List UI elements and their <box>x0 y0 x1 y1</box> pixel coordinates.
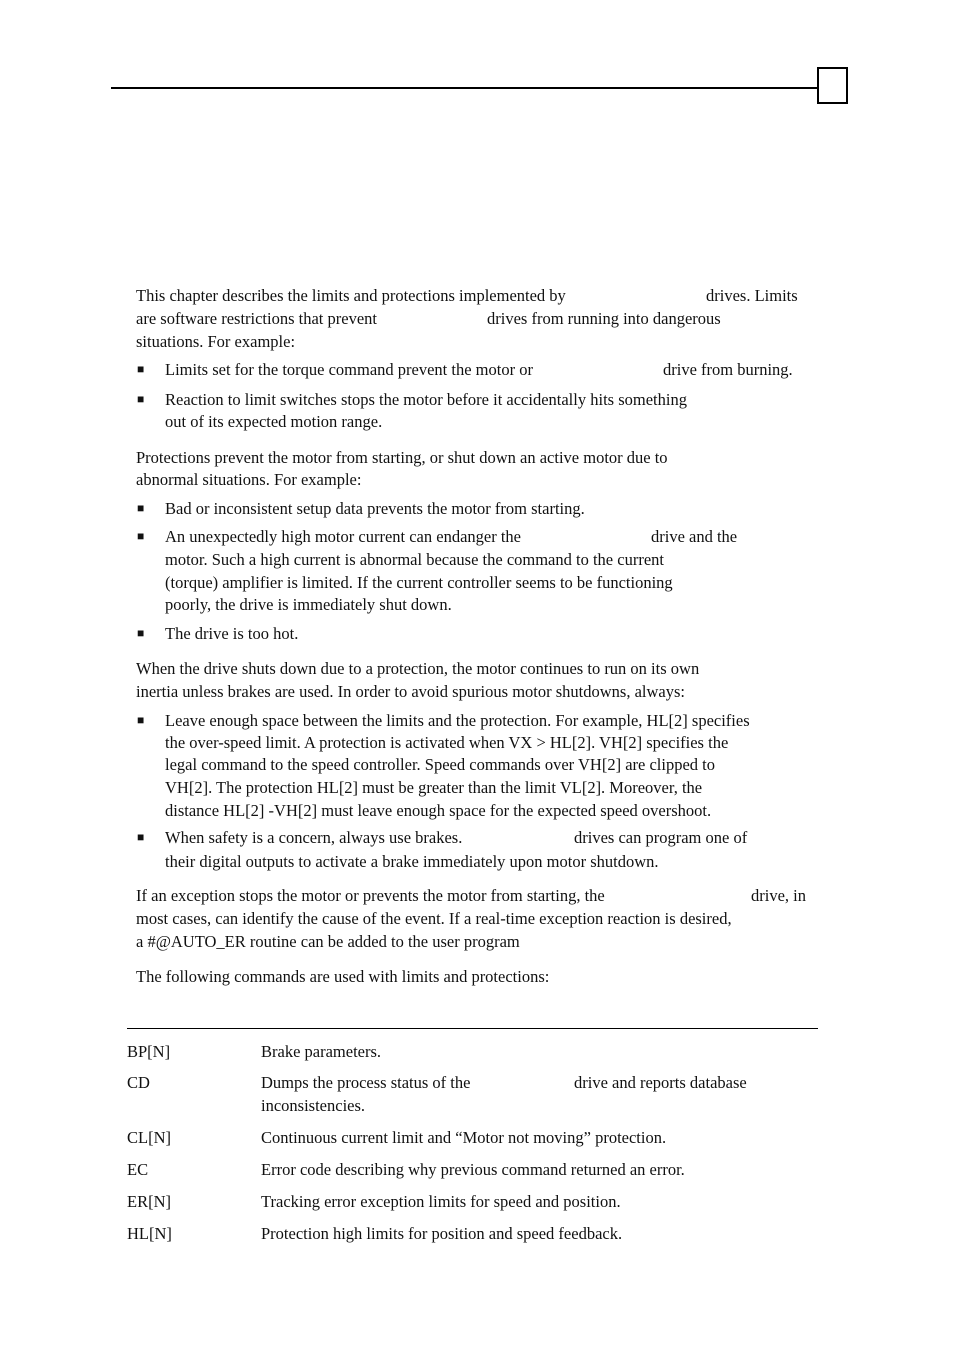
text-line: out of its expected motion range. <box>165 412 383 431</box>
command-name: ER[N] <box>127 1192 171 1211</box>
command-name: HL[N] <box>127 1224 172 1243</box>
text-line: drive, in <box>751 886 806 905</box>
text-line: VH[2]. The protection HL[2] must be greater than the limit VL[2]. Moreover, the <box>165 778 703 797</box>
command-name: EC <box>127 1160 149 1179</box>
command-description: Tracking error exception limits for speed and position. <box>261 1192 621 1211</box>
text-line: motor. Such a high current is abnormal because the command to the current <box>165 550 664 569</box>
text-line: most cases, can identify the cause of the event. If a real-time exception reaction is desired, <box>136 909 732 928</box>
text-line: (torque) amplifier is limited. If the current controller seems to be functioning <box>165 573 673 592</box>
bullet-marker: ■ <box>137 713 145 727</box>
text-line: Bad or inconsistent setup data prevents the motor from starting. <box>165 499 585 518</box>
command-description: Continuous current limit and “Motor not moving” protection. <box>261 1128 667 1147</box>
command-description: inconsistencies. <box>261 1096 366 1115</box>
text-line: drive and the <box>651 527 738 546</box>
text-line: drives can program one of <box>574 828 748 847</box>
text-line: When safety is a concern, always use brakes. <box>165 828 463 847</box>
text-line: If an exception stops the motor or prevents the motor from starting, the <box>136 886 605 905</box>
text-line: a #@AUTO_ER routine can be added to the user program <box>136 932 520 951</box>
table-top-rule <box>127 1028 818 1029</box>
bullet-marker: ■ <box>137 529 145 543</box>
bullet-marker: ■ <box>137 626 145 640</box>
text-line: Limits set for the torque command prevent the motor or <box>165 360 533 379</box>
bullet-marker: ■ <box>137 392 145 406</box>
text-line: This chapter describes the limits and protections implemented by <box>136 286 566 305</box>
command-name: BP[N] <box>127 1042 171 1061</box>
text-line: When the drive shuts down due to a protection, the motor continues to run on its own <box>136 659 700 678</box>
text-line: drives. Limits <box>706 286 798 305</box>
text-line: abnormal situations. For example: <box>136 470 362 489</box>
text-line: Reaction to limit switches stops the motor before it accidentally hits something <box>165 390 687 409</box>
text-line: are software restrictions that prevent <box>136 309 377 328</box>
text-line: Leave enough space between the limits and the protection. For example, HL[2] specifies <box>165 711 750 730</box>
bullet-marker: ■ <box>137 362 145 376</box>
bullet-marker: ■ <box>137 501 145 515</box>
command-name: CL[N] <box>127 1128 171 1147</box>
text-line: The drive is too hot. <box>165 624 299 643</box>
text-line: drive from burning. <box>663 360 793 379</box>
command-description: Dumps the process status of the <box>261 1073 471 1092</box>
bullet-marker: ■ <box>137 830 145 844</box>
commands-intro: The following commands are used with limits and protections: <box>136 967 550 986</box>
command-description: drive and reports database <box>574 1073 747 1092</box>
text-line: An unexpectedly high motor current can endanger the <box>165 527 521 546</box>
text-line: Protections prevent the motor from starting, or shut down an active motor due to <box>136 448 668 467</box>
text-line: their digital outputs to activate a brake immediately upon motor shutdown. <box>165 852 659 871</box>
text-line: inertia unless brakes are used. In order to avoid spurious motor shutdowns, always: <box>136 682 685 701</box>
command-description: Brake parameters. <box>261 1042 382 1061</box>
page-number-box <box>817 67 848 104</box>
command-description: Protection high limits for position and speed feedback. <box>261 1224 623 1243</box>
text-line: drives from running into dangerous <box>487 309 721 328</box>
command-name: CD <box>127 1073 150 1092</box>
text-line: legal command to the speed controller. Speed commands over VH[2] are clipped to <box>165 755 715 774</box>
header-rule <box>111 87 817 89</box>
text-line: the over-speed limit. A protection is activated when VX > HL[2]. VH[2] specifies the <box>165 733 729 752</box>
text-line: situations. For example: <box>136 332 296 351</box>
command-description: Error code describing why previous command returned an error. <box>261 1160 685 1179</box>
text-line: poorly, the drive is immediately shut down. <box>165 595 452 614</box>
text-line: distance HL[2] -VH[2] must leave enough space for the expected speed overshoot. <box>165 801 712 820</box>
